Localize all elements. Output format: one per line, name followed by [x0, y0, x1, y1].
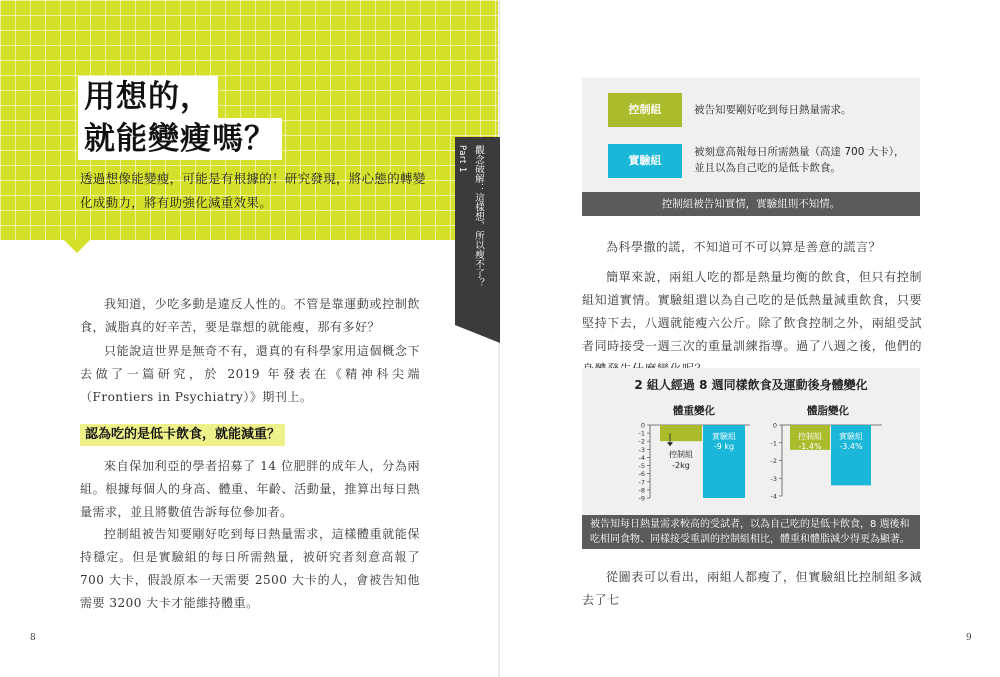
bar-series-label: 實驗組: [839, 432, 863, 441]
control-group-description: 被告知要剛好吃到每日熱量需求。: [694, 104, 852, 116]
body-paragraph: 我知道，少吃多動是違反人性的。不管是靠運動或控制飲食，減脂真的好辛苦，要是靠想的就能瘦，那有多好？: [80, 297, 420, 334]
chapter-side-tab: [455, 137, 500, 325]
y-tick-label: -4: [770, 492, 777, 501]
bar-data-label: -3.4%: [839, 442, 863, 451]
body-paragraph: 簡單來說，兩組人吃的都是熱量均衡的飲食，但只有控制組知道實情。實驗組還以為自己吃的是低熱量減重飲食，只要堅持下去，八週就能瘦六公斤。除了飲食控制之外，兩組受試者同時接受一週三次的重量訓練指導。過了八週之後，他們的: [582, 270, 922, 353]
section-subheading: 認為吃的是低卡飲食，就能減重？: [80, 424, 285, 446]
group-note-bar: 控制組被告知實情，實驗組則不知情。: [582, 192, 920, 216]
y-tick-label: -2: [638, 437, 645, 446]
experiment-group-description: 被刻意高報每日所需熱量（高達 700 大卡）， 並且以為自己吃的是低卡飲食。: [694, 146, 905, 174]
chart-bar: [660, 425, 702, 441]
y-tick-label: -6: [638, 470, 645, 479]
y-tick-label: -5: [638, 462, 645, 471]
y-tick-label: 0: [640, 421, 645, 430]
y-tick-label: -8: [638, 486, 645, 495]
body-paragraph: 來自保加利亞的學者招募了 14 位肥胖的成年人，分為兩組。根據每個人的身高、體重、年齡、活動量，推算出每日熱量需求，並且將數值告訴每位參加者。: [80, 459, 420, 519]
bar-series-label: 實驗組: [712, 432, 736, 441]
group-comparison-box: [582, 78, 920, 216]
y-tick-label: 0: [772, 421, 777, 430]
page-title-line-2: 就能變瘦嗎？: [78, 118, 282, 160]
y-tick-label: -9: [638, 494, 645, 503]
body-change-chart: [582, 368, 920, 549]
y-tick-label: -7: [638, 478, 645, 487]
experiment-group-label: 實驗組: [608, 144, 682, 178]
banner-pointer: [63, 239, 91, 253]
body-paragraph: 從圖表可以看出，兩組人都瘦了，但實驗組比控制組多減去了七: [582, 570, 922, 607]
panel-title: 體脂變化: [807, 405, 849, 417]
body-paragraph: 控制組被告知要剛好吃到每日熱量需求，這樣體重就能保持穩定。但是實驗組的每日所需熱量，被研究者刻意高報了 700 大卡，假設原本一天需要 2500 大卡的人，會被告知他需要 3200 大卡才能維持體重。: [80, 527, 420, 610]
bar-data-label: -9 kg: [713, 442, 735, 451]
panel-title: 體重變化: [673, 405, 715, 417]
chart-svg: [582, 368, 920, 515]
body-paragraph: 為科學撒的謊，不知道可不可以算是善意的謊言？: [606, 240, 882, 254]
bar-series-label: 控制組: [669, 450, 693, 460]
right-page: [500, 0, 1000, 677]
control-group-label: 控制組: [608, 93, 682, 127]
side-tab-arrow: [455, 325, 500, 343]
chart-title: 2 組人經過 8 週同樣飲食及運動後身體變化: [634, 378, 868, 392]
arrow-head: [667, 442, 673, 446]
y-tick-label: -1: [770, 439, 777, 448]
bar-series-label: 控制組: [798, 432, 822, 441]
page-number-right: 9: [966, 633, 972, 643]
side-tab-part-label: Part 1: [457, 145, 467, 173]
body-paragraph: 只能說這世界是無奇不有，還真的有科學家用這個概念下去做了一篇研究，於 2019 年發表在《精神科尖端（Frontiers in Psychiatry）》期刊上。: [80, 344, 420, 404]
intro-text: 透過想像能變瘦，可能是有根據的！研究發現，將心態的轉變化成動力，將有助強化減重效果。: [80, 171, 426, 210]
page-number-left: 8: [30, 633, 36, 643]
side-tab-title: 觀念破解：這樣想，所以瘦不了？: [473, 145, 484, 288]
y-tick-label: -1: [638, 429, 645, 438]
page-title-line-1: 用想的，: [78, 76, 218, 118]
y-tick-label: -3: [638, 445, 645, 454]
chart-caption: 被告知每日熱量需求較高的受試者，以為自己吃的是低卡飲食，8 週後和吃相同食物、同樣接受重訓的控制組相比，體重和體脂減少得更為顯著。: [582, 515, 920, 549]
bar-data-label: -1.4%: [798, 442, 822, 451]
y-tick-label: -3: [770, 474, 777, 483]
y-tick-label: -2: [770, 457, 777, 465]
y-tick-label: -4: [638, 453, 645, 462]
bar-data-label: -2kg: [672, 461, 690, 471]
